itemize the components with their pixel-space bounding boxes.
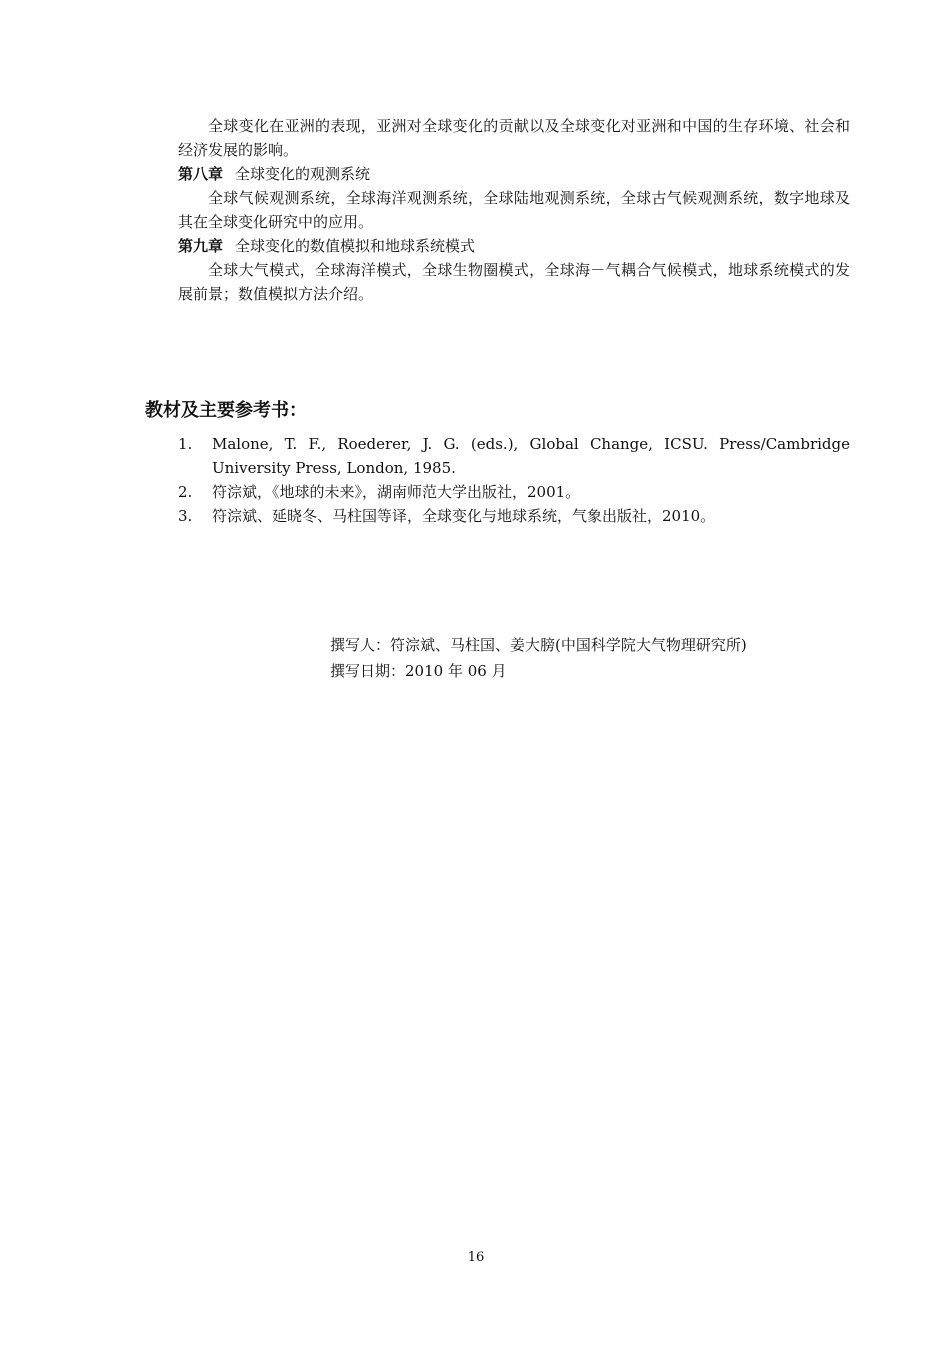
reference-item: [178, 432, 850, 480]
chapter-8-heading: [178, 162, 850, 186]
intro-paragraph: 全球变化在亚洲的表现，亚洲对全球变化的贡献以及全球变化对亚洲和中国的生存环境、社会和经济发展的影响。: [178, 117, 850, 159]
chapter-8-body: 全球气候观测系统，全球海洋观测系统，全球陆地观测系统，全球古气候观测系统，数字地球及其在全球变化研究中的应用。: [178, 189, 850, 231]
chapter-9-heading: [178, 234, 850, 258]
reference-text: 符淙斌、延晓冬、马柱国等译，全球变化与地球系统，气象出版社，2010。: [212, 507, 716, 525]
chapter-content: [178, 114, 850, 306]
chapter-8-title: 全球变化的观测系统: [235, 165, 371, 183]
reference-index: 1.: [178, 435, 193, 453]
authors-line: 撰写人：符淙斌、马柱国、姜大膀(中国科学院大气物理研究所): [330, 636, 747, 654]
reference-index: 2.: [178, 483, 193, 501]
chapter-8-number: 第八章: [178, 165, 224, 183]
reference-item: [178, 480, 850, 504]
chapter-9-number: 第九章: [178, 237, 224, 255]
author-block: [330, 632, 747, 684]
references-title: 教材及主要参考书：: [145, 400, 307, 421]
references-list: [178, 432, 850, 528]
reference-index: 3.: [178, 507, 193, 525]
reference-item: [178, 504, 850, 528]
chapter-9-title: 全球变化的数值模拟和地球系统模式: [235, 237, 476, 255]
page-number: 16: [467, 1250, 485, 1265]
reference-text: 符淙斌，《地球的未来》，湖南师范大学出版社，2001。: [212, 483, 581, 501]
date-line: 撰写日期：2010 年 06 月: [330, 662, 507, 680]
reference-text: Malone, T. F., Roederer, J. G. (eds.), Global Change, ICSU. Press/Cambridge University Press, London, 1985.: [212, 435, 850, 477]
chapter-9-body: 全球大气模式，全球海洋模式，全球生物圈模式，全球海－气耦合气候模式，地球系统模式的发展前景；数值模拟方法介绍。: [178, 261, 850, 303]
